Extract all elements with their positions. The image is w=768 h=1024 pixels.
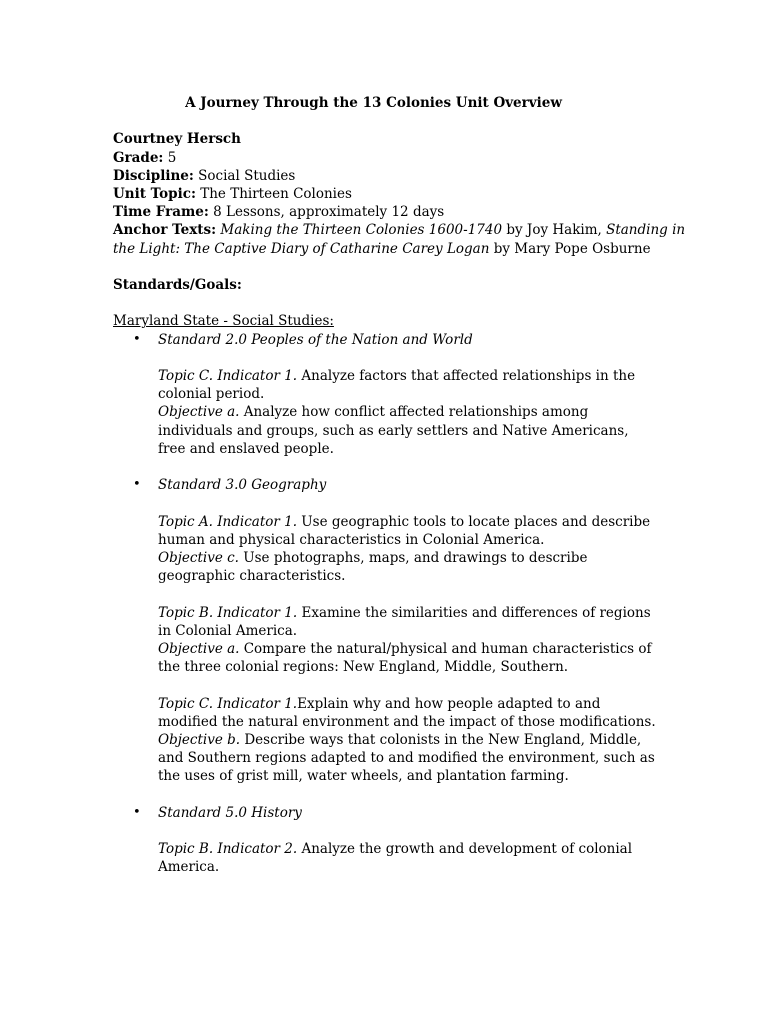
anchor-author-2: by Mary Pope Osburne xyxy=(489,240,651,257)
topic-indicator xyxy=(158,604,658,640)
objective-label: Objective a. xyxy=(158,404,240,421)
topic-label: Topic B. Indicator 2. xyxy=(158,841,298,858)
state-heading: Maryland State - Social Studies: xyxy=(113,313,334,330)
time-frame-line xyxy=(113,203,658,221)
topic-text: Analyze factors that affected relationships in the colonial period. xyxy=(158,367,636,403)
author-name: Courtney Hersch xyxy=(113,131,241,148)
bullet-icon: • xyxy=(133,804,141,820)
topic-indicator xyxy=(158,513,658,549)
standard-item xyxy=(113,804,658,877)
objective xyxy=(158,549,658,585)
grade-line xyxy=(113,149,658,167)
standard-title: Standard 3.0 Geography xyxy=(158,477,327,494)
bullet-icon: • xyxy=(133,477,141,493)
topic-text: Examine the similarities and differences of regions in Colonial America. xyxy=(158,604,651,639)
time-frame-value: 8 Lessons, approximately 12 days xyxy=(208,204,445,221)
standard-item xyxy=(113,331,658,458)
discipline-value: Social Studies xyxy=(193,167,296,184)
document-title: A Journey Through the 13 Colonies Unit Overview xyxy=(185,95,562,111)
discipline-label: Discipline: xyxy=(113,167,194,184)
topic-label: Topic C. Indicator 1. xyxy=(158,367,298,384)
topic-indicator xyxy=(158,840,658,876)
anchor-texts-line-1 xyxy=(113,221,686,239)
topic-label: Topic A. Indicator 1. xyxy=(158,513,298,530)
anchor-texts-line-2 xyxy=(113,240,658,258)
topic-label: Topic C. Indicator 1. xyxy=(158,695,298,712)
unit-topic-label: Unit Topic: xyxy=(113,186,196,202)
topic-label: Topic B. Indicator 1. xyxy=(158,604,298,621)
anchor-book-2-part-1: Standing in xyxy=(606,222,686,239)
grade-value: 5 xyxy=(163,149,177,166)
objective-label: Objective c. xyxy=(158,549,239,566)
objective-label: Objective b. xyxy=(158,731,241,748)
objective xyxy=(158,731,658,786)
objective-text: Compare the natural/physical and human characteristics of the three colonial regions: New England, Middle, Southern. xyxy=(158,640,652,676)
objective xyxy=(158,640,658,676)
topic-text: Use geographic tools to locate places and describe human and physical characteristics in Colonial America. xyxy=(158,513,651,548)
standard-title: Standard 2.0 Peoples of the Nation and World xyxy=(158,331,473,348)
standard-title: Standard 5.0 History xyxy=(158,804,302,821)
topic-text: Analyze the growth and development of colonial America. xyxy=(158,841,633,876)
document-body xyxy=(113,94,686,877)
unit-topic-line xyxy=(113,185,658,203)
objective-text: Use photographs, maps, and drawings to describe geographic characteristics. xyxy=(158,549,588,585)
time-frame-label: Time Frame: xyxy=(113,204,209,221)
discipline-line xyxy=(113,167,658,185)
anchor-texts-label: Anchor Texts: xyxy=(113,222,217,239)
anchor-book-1: Making the Thirteen Colonies 1600-1740 xyxy=(216,222,503,239)
topic-indicator xyxy=(158,367,658,403)
topic-indicator xyxy=(158,695,658,731)
objective xyxy=(158,403,658,458)
topic-text: Explain why and how people adapted to and modified the natural environment and the impact of those modifications. xyxy=(158,695,656,730)
objective-label: Objective a. xyxy=(158,640,240,657)
anchor-book-2-part-2: the Light: The Captive Diary of Catharine Carey Logan xyxy=(113,240,490,257)
unit-topic-value: The Thirteen Colonies xyxy=(195,186,352,202)
bullet-icon: • xyxy=(133,331,141,347)
grade-label: Grade: xyxy=(113,149,164,166)
standards-heading: Standards/Goals: xyxy=(113,277,242,293)
standard-item xyxy=(113,476,658,785)
anchor-author-1: by Joy Hakim, xyxy=(502,222,607,239)
objective-text: Describe ways that colonists in the New England, Middle, and Southern regions adapted to and modified the environment, such as the uses of grist mill, water wheels, and plantation farming. xyxy=(158,731,655,785)
objective-text: Analyze how conflict affected relationships among individuals and groups, such as early settlers and Native Americans, free and enslaved people. xyxy=(158,404,629,457)
